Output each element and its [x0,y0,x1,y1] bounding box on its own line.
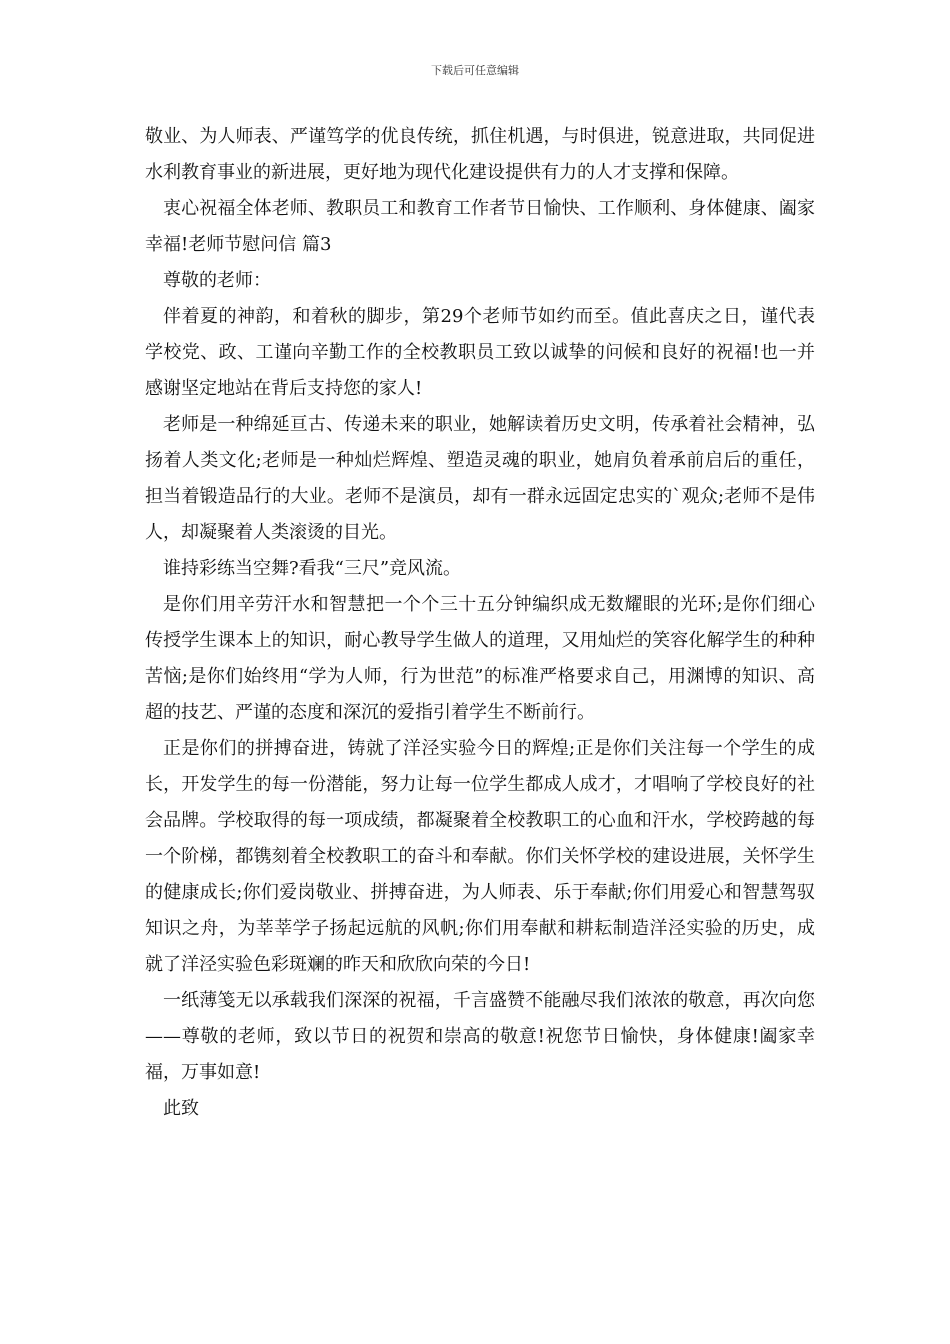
paragraph-continuation: 敬业、为人师表、严谨笃学的优良传统，抓住机遇，与时俱进，锐意进取，共同促进水利教育事业的新进展，更好地为现代化建设提供有力的人才支撑和保障。 [145,126,815,183]
paragraph-achievements: 正是你们的拼搏奋进，铸就了洋泾实验今日的辉煌;正是你们关注每一个学生的成长，开发学生的每一份潜能，努力让每一位学生都成人成才，才唱响了学校良好的社会品牌。学校取得的每一项成绩，都凝聚着全校教职工的心血和汗水，学校跨越的每一个阶梯，都镌刻着全校教职工的奋斗和奉献。你们关怀学校的建设进展，关怀学生的健康成长;你们爱岗敬业、拼搏奋进，为人师表、乐于奉献;你们用爱心和智慧驾驭知识之舟，为莘莘学子扬起远航的风帆;你们用奉献和耕耘制造洋泾实验的历史，成就了洋泾实验色彩斑斓的昨天和欣欣向荣的今日! [145,738,816,975]
paragraph-verse: 谁持彩练当空舞?看我“三尺”竞风流。 [163,558,462,579]
page-header: 下载后可任意编辑 [431,64,519,77]
paragraph-intro: 伴着夏的神韵，和着秋的脚步，第29个老师节如约而至。值此喜庆之日，谨代表学校党、政、工谨向辛勤工作的全校教职员工致以诚挚的问候和良好的祝福!也一并感谢坚定地站在背后支持您的家人! [145,306,815,399]
paragraph-blessing: 衷心祝福全体老师、教职员工和教育工作者节日愉快、工作顺利、身体健康、阖家幸福!老师节慰问信 篇3 [145,198,815,255]
paragraph-teacher-profession: 老师是一种绵延亘古、传递未来的职业，她解读着历史文明，传承着社会精神，弘扬着人类文化;老师是一种灿烂辉煌、塑造灵魂的职业，她肩负着承前启后的重任，担当着锻造品行的大业。老师不是演员，却有一群永远固定忠实的`观众;老师不是伟人，却凝聚着人类滚烫的目光。 [145,414,815,543]
paragraph-dedication: 是你们用辛劳汗水和智慧把一个个三十五分钟编织成无数耀眼的光环;是你们细心传授学生课本上的知识，耐心教导学生做人的道理，又用灿烂的笑容化解学生的种种苦恼;是你们始终用“学为人师，行为世范”的标准严格要求自己，用渊博的知识、高超的技艺、严谨的态度和深沉的爱指引着学生不断前行。 [145,594,815,723]
paragraph-closing-wishes: 一纸薄笺无以承载我们深深的祝福，千言盛赞不能融尽我们浓浓的敬意，再次向您——尊敬的老师，致以节日的祝贺和崇高的敬意!祝您节日愉快，身体健康!阖家幸福，万事如意! [145,990,815,1083]
document-body [145,119,815,1127]
closing-phrase: 此致 [163,1098,199,1119]
salutation: 尊敬的老师： [163,270,271,291]
